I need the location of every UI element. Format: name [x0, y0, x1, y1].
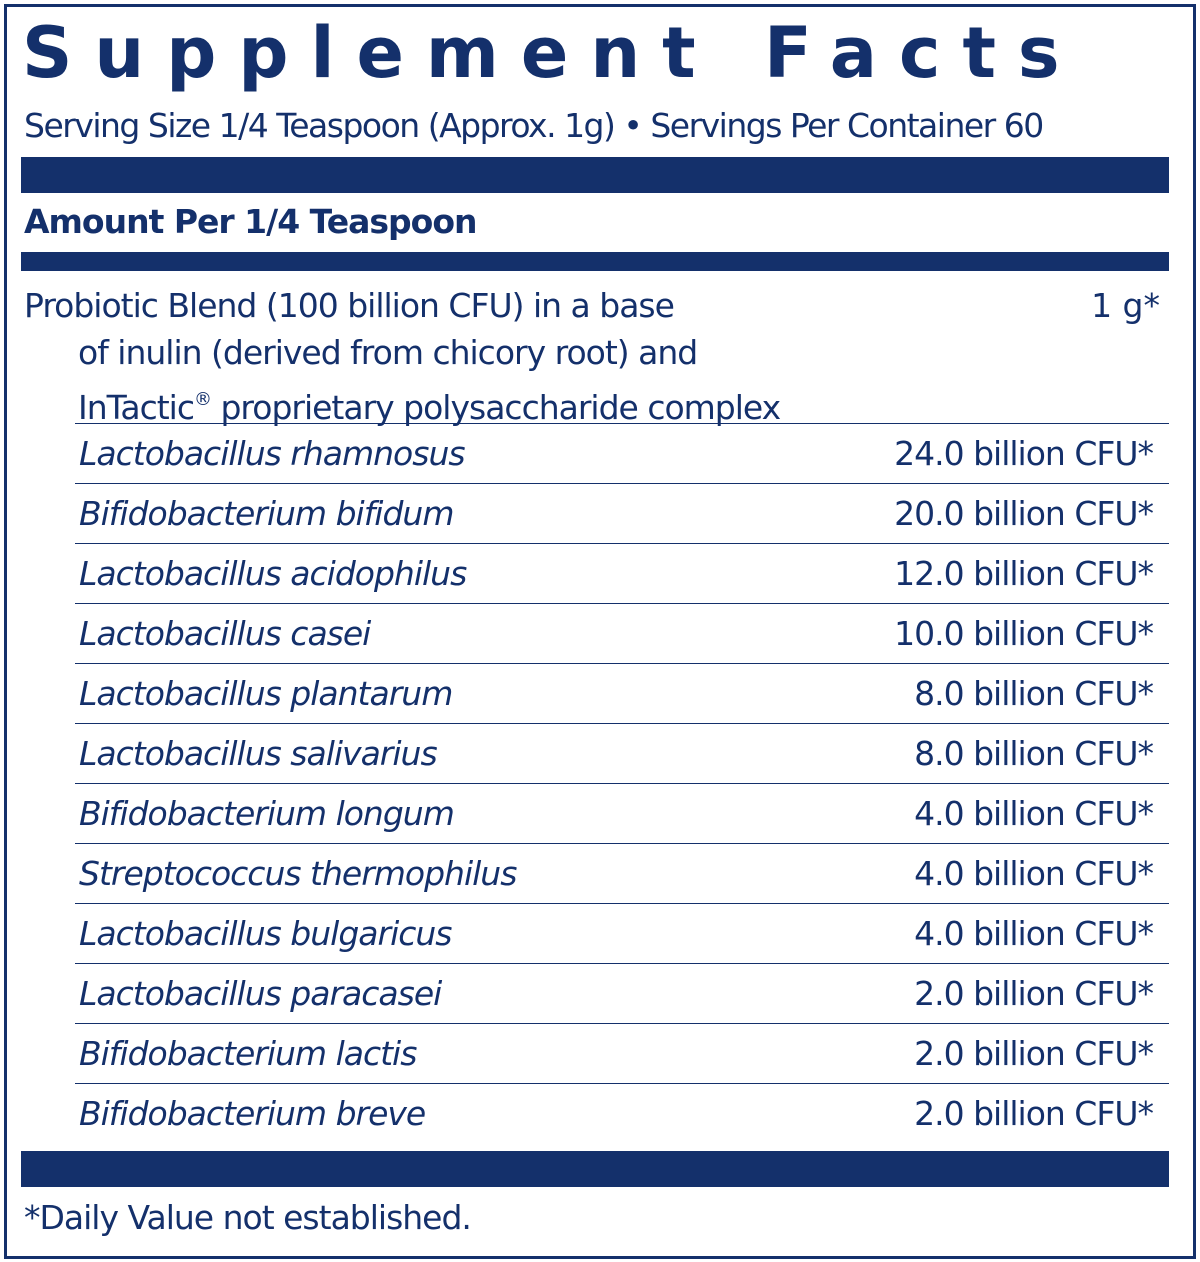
divider-bar-bottom — [21, 1151, 1169, 1187]
ingredient-amount: 12.0 billion CFU* — [894, 554, 1153, 593]
ingredient-amount: 10.0 billion CFU* — [894, 614, 1153, 653]
ingredient-amount: 2.0 billion CFU* — [914, 1094, 1153, 1133]
blend-description — [24, 282, 924, 431]
label-title: Supplement Facts — [22, 12, 1082, 94]
ingredient-amount: 4.0 billion CFU* — [914, 794, 1153, 833]
amount-header: Amount Per 1/4 Teaspoon — [24, 202, 477, 241]
ingredient-list — [75, 423, 1169, 1143]
ingredient-name: Lactobacillus rhamnosus — [79, 434, 465, 473]
ingredient-amount: 8.0 billion CFU* — [914, 674, 1153, 713]
blend-line-2: of inulin (derived from chicory root) and — [78, 333, 698, 372]
ingredient-row — [75, 663, 1169, 723]
ingredient-name: Bifidobacterium breve — [79, 1094, 426, 1133]
ingredient-name: Streptococcus thermophilus — [79, 854, 517, 893]
ingredient-amount: 4.0 billion CFU* — [914, 854, 1153, 893]
ingredient-amount: 2.0 billion CFU* — [914, 974, 1153, 1013]
ingredient-amount: 4.0 billion CFU* — [914, 914, 1153, 953]
serving-info: Serving Size 1/4 Teaspoon (Approx. 1g) • Servings Per Container 60 — [24, 106, 1043, 145]
ingredient-row — [75, 603, 1169, 663]
ingredient-row — [75, 1083, 1169, 1143]
ingredient-name: Bifidobacterium lactis — [79, 1034, 417, 1073]
divider-bar-top — [21, 157, 1169, 193]
ingredient-name: Lactobacillus salivarius — [79, 734, 437, 773]
ingredient-row — [75, 483, 1169, 543]
ingredient-name: Lactobacillus casei — [79, 614, 371, 653]
ingredient-name: Lactobacillus acidophilus — [79, 554, 467, 593]
ingredient-row — [75, 903, 1169, 963]
blend-line-1: Probiotic Blend (100 billion CFU) in a base — [24, 286, 674, 325]
ingredient-row — [75, 543, 1169, 603]
daily-value-footnote: *Daily Value not established. — [24, 1198, 471, 1237]
ingredient-name: Lactobacillus paracasei — [79, 974, 442, 1013]
ingredient-row — [75, 723, 1169, 783]
ingredient-name: Bifidobacterium bifidum — [79, 494, 454, 533]
blend-brand: InTactic — [78, 388, 194, 427]
registered-mark: ® — [193, 389, 211, 410]
ingredient-name: Lactobacillus plantarum — [79, 674, 453, 713]
ingredient-amount: 8.0 billion CFU* — [914, 734, 1153, 773]
blend-amount: 1 g* — [1091, 286, 1160, 325]
ingredient-row — [75, 843, 1169, 903]
ingredient-row — [75, 783, 1169, 843]
ingredient-amount: 24.0 billion CFU* — [894, 434, 1153, 473]
ingredient-amount: 2.0 billion CFU* — [914, 1034, 1153, 1073]
ingredient-row — [75, 963, 1169, 1023]
ingredient-amount: 20.0 billion CFU* — [894, 494, 1153, 533]
divider-bar-middle — [21, 252, 1169, 271]
ingredient-row — [75, 423, 1169, 483]
blend-line-3-suffix: proprietary polysaccharide complex — [210, 388, 781, 427]
ingredient-name: Bifidobacterium longum — [79, 794, 454, 833]
ingredient-name: Lactobacillus bulgaricus — [79, 914, 452, 953]
ingredient-row — [75, 1023, 1169, 1083]
